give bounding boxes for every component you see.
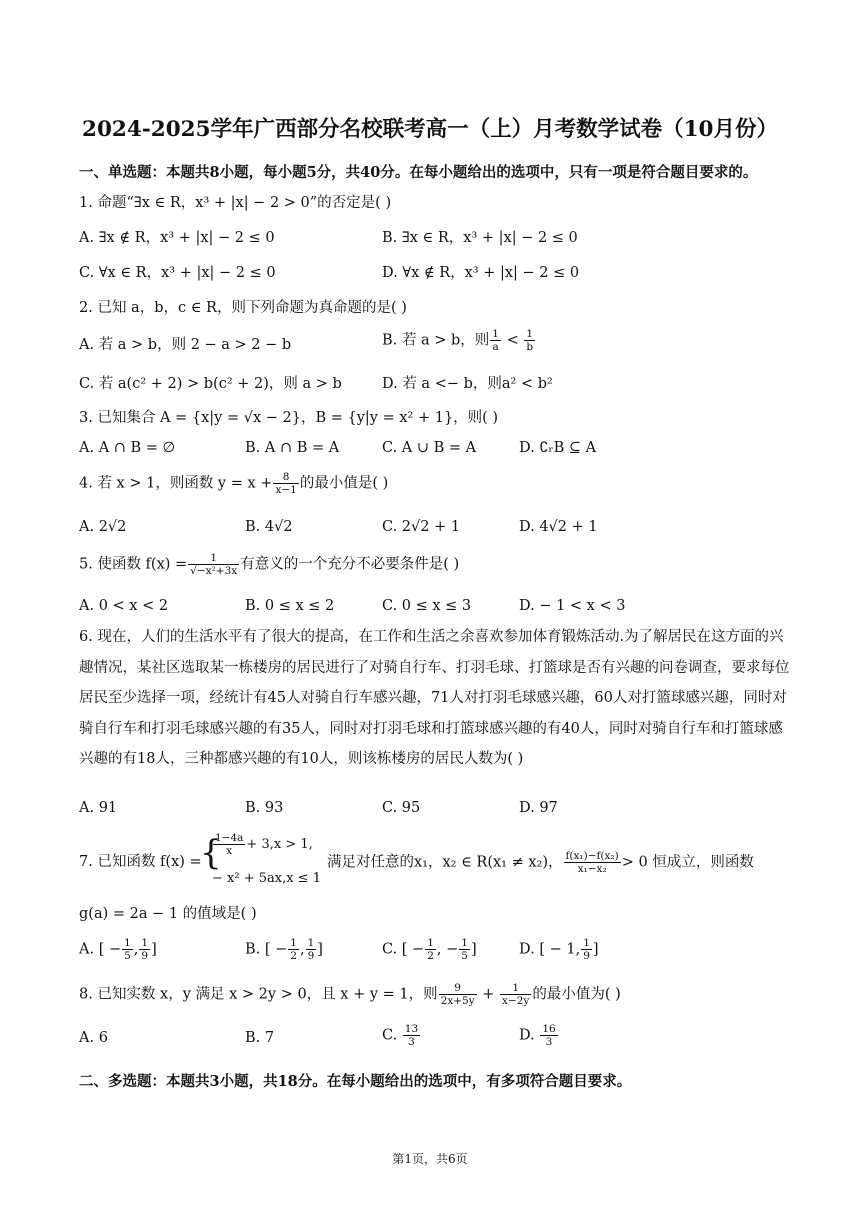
question-2-option-c: C. 若 a(c² + 2) > b(c² + 2)，则 a > b (79, 376, 342, 392)
question-4-option-c: C. 2√2 + 1 (382, 519, 461, 535)
option-b-text: B. 若 a > b，则 (382, 332, 490, 349)
fraction: $\frac{9}{2x+5y}$ (440, 982, 475, 1007)
question-8-option-b: B. 7 (245, 1030, 275, 1046)
question-4-option-b: B. 4√2 (245, 519, 293, 535)
question-2-option-d: D. 若 a <− b，则a² < b² (382, 376, 553, 392)
brace-symbol: { (200, 833, 222, 873)
piecewise-line-2: − x² + 5ax,x ≤ 1 (212, 871, 321, 886)
fraction: $\frac{1}{x-2y}$ (502, 982, 530, 1007)
question-1-option-c: C. ∀x ∈ R，x³ + |x| − 2 ≤ 0 (79, 265, 276, 281)
fraction: $\frac{8}{x-1}$ (275, 471, 297, 496)
question-8-stem: 8. 已知实数 x，y 满足 x > 2y > 0，且 x + y = 1，则 $\frac{9}{2x+5y}$ + $\frac{1}{x-2y}$ 的最小值为( ) (79, 982, 621, 1007)
question-1-option-a: A. ∃x ∉ R，x³ + |x| − 2 ≤ 0 (79, 230, 275, 246)
question-5-option-a: A. 0 < x < 2 (79, 598, 169, 614)
fraction: $\frac{1}{a}$ (492, 328, 499, 353)
question-4-option-d: D. 4√2 + 1 (519, 519, 598, 535)
question-4-stem: 4. 若 x > 1，则函数 y = x + $\frac{8}{x-1}$ 的最小值是( ) (79, 471, 389, 496)
question-5-option-b: B. 0 ≤ x ≤ 2 (245, 598, 335, 614)
question-7-stem-mid: 满足对任意的x₁，x₂ ∈ R(x₁ ≠ x₂)， $\frac{\text{f(x₁)−f(x₂)}}{\text{x₁−x₂}}$ > 0 恒成立，则函数 (327, 850, 754, 875)
fraction: $\frac{1-4a}{x}$ (215, 832, 244, 857)
question-1-stem: 1. 命题“∃x ∈ R，x³ + |x| − 2 > 0”的否定是( ) (79, 195, 392, 211)
question-5-option-d: D. − 1 < x < 3 (519, 598, 626, 614)
question-6-option-c: C. 95 (382, 800, 421, 816)
question-6-option-a: A. 91 (79, 800, 118, 816)
question-6-stem: 6. 现在，人们的生活水平有了很大的提高，在工作和生活之余喜欢参加体育锻炼活动.为了解居民在这方面的兴趣情况，某社区选取某一栋楼房的居民进行了对骑自行车、打羽毛球、打篮球是否有兴趣的问卷调查，要求每位居民至少选择一项，经统计有45人对骑自行车感兴趣，71人对打羽毛球感兴趣，60人对打篮球感兴趣，同时对骑自行车和打羽毛球感兴趣的有35人，同时对打羽毛球和打篮球感兴趣的有40人，同时对骑自行车和打篮球感兴趣的有18人，三种都感兴趣的有10人，则该栋楼房的居民人数为( ) (79, 629, 790, 768)
piecewise-line-1: $\frac{1-4a}{x}$ + 3,x > 1, (215, 832, 313, 857)
fraction: $\frac{1}{\text{√−x²+3x}}$ (190, 552, 238, 577)
section-single-choice-heading: 一、单选题：本题共8小题，每小题5分，共40分。在每小题给出的选项中，只有一项是符合题目要求的。 (79, 164, 758, 181)
question-7-option-a: A. [ − $\frac{1}{5}$ , $\frac{1}{9}$ ] (79, 937, 157, 962)
fraction: $\frac{\text{f(x₁)−f(x₂)}}{\text{x₁−x₂}}$ (565, 850, 619, 875)
question-7-option-d: D. [ − 1, $\frac{1}{9}$ ] (519, 937, 599, 962)
question-7-option-c: C. [ − $\frac{1}{2}$ , − $\frac{1}{5}$ ] (382, 937, 477, 962)
question-3-option-a: A. A ∩ B = ∅ (79, 440, 176, 456)
question-8-option-a: A. 6 (79, 1030, 108, 1046)
question-4-option-a: A. 2√2 (79, 519, 127, 535)
question-5-option-c: C. 0 ≤ x ≤ 3 (382, 598, 472, 614)
question-3-option-d: D. ∁ᵣB ⊆ A (519, 440, 597, 456)
question-2-option-a: A. 若 a > b，则 2 − a > 2 − b (79, 337, 292, 353)
question-1-option-d: D. ∀x ∉ R，x³ + |x| − 2 ≤ 0 (382, 265, 580, 281)
question-7-stem-start: 7. 已知函数 f(x) = (79, 854, 202, 870)
fraction: $\frac{1}{b}$ (526, 328, 534, 353)
question-5-stem: 5. 使函数 f(x) = $\frac{1}{\text{√−x²+3x}}$ 有意义的一个充分不必要条件是( ) (79, 552, 460, 577)
question-8-option-d: D. $\frac{16}{3}$ (519, 1023, 556, 1048)
question-2-stem: 2. 已知 a，b，c ∈ R，则下列命题为真命题的是( ) (79, 300, 407, 316)
question-1-option-b: B. ∃x ∈ R，x³ + |x| − 2 ≤ 0 (382, 230, 578, 246)
page-footer: 第1页，共6页 (392, 1152, 468, 1166)
question-8-option-c: C. $\frac{13}{3}$ (382, 1023, 419, 1048)
question-7-option-b: B. [ − $\frac{1}{2}$ , $\frac{1}{9}$ ] (245, 937, 323, 962)
question-7-stem-line-2: g(a) = 2a − 1 的值域是( ) (79, 906, 257, 922)
question-3-option-c: C. A ∪ B = A (382, 440, 477, 456)
question-6-option-b: B. 93 (245, 800, 284, 816)
question-3-option-b: B. A ∩ B = A (245, 440, 340, 456)
question-2-option-b: B. 若 a > b，则 $\frac{1}{a}$ < $\frac{1}{b}$ (382, 328, 534, 353)
page-title: 2024-2025学年广西部分名校联考高一（上）月考数学试卷（10月份） (81, 117, 779, 142)
question-6-option-d: D. 97 (519, 800, 558, 816)
section-multiple-choice-heading: 二、多选题：本题共3小题，共18分。在每小题给出的选项中，有多项符合题目要求。 (79, 1073, 632, 1090)
question-3-stem: 3. 已知集合 A = {x|y = √x − 2}，B = {y|y = x² + 1}，则( ) (79, 410, 499, 426)
